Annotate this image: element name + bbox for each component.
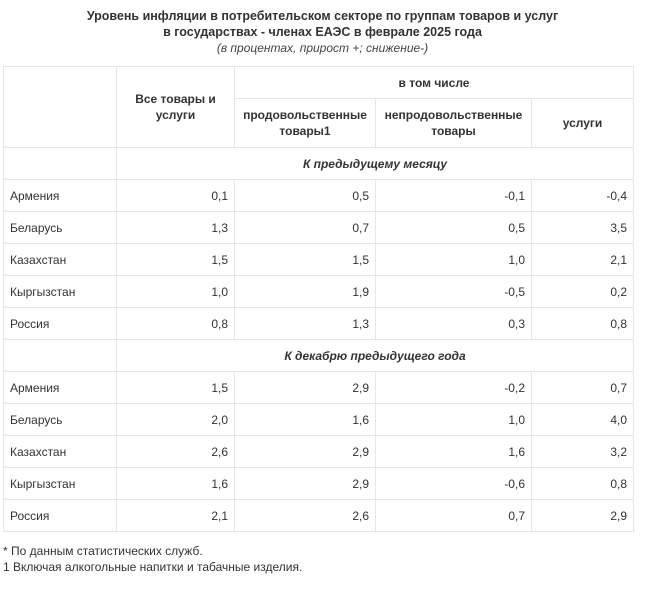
nonfood-value-cell: 0,5 bbox=[376, 212, 532, 244]
country-cell: Россия bbox=[4, 308, 117, 340]
section-blank-cell bbox=[4, 148, 117, 180]
food-value-cell: 2,9 bbox=[235, 372, 376, 404]
food-value-cell: 1,3 bbox=[235, 308, 376, 340]
all-value-cell: 2,1 bbox=[117, 500, 235, 532]
country-cell: Беларусь bbox=[4, 404, 117, 436]
header-corner bbox=[4, 67, 117, 148]
nonfood-value-cell: -0,6 bbox=[376, 468, 532, 500]
services-value-cell: 2,9 bbox=[532, 500, 634, 532]
country-cell: Армения bbox=[4, 180, 117, 212]
all-value-cell: 1,3 bbox=[117, 212, 235, 244]
table-title-line-2: в государствах - членах ЕАЭС в феврале 2025 года bbox=[163, 25, 482, 39]
services-value-cell: 3,5 bbox=[532, 212, 634, 244]
services-value-cell: 3,2 bbox=[532, 436, 634, 468]
table-row bbox=[4, 436, 634, 468]
services-value-cell: -0,4 bbox=[532, 180, 634, 212]
title-block bbox=[0, 0, 645, 56]
services-value-cell: 0,8 bbox=[532, 308, 634, 340]
country-cell: Кыргызстан bbox=[4, 468, 117, 500]
table-row bbox=[4, 308, 634, 340]
table-row bbox=[4, 468, 634, 500]
nonfood-value-cell: -0,2 bbox=[376, 372, 532, 404]
nonfood-value-cell: -0,5 bbox=[376, 276, 532, 308]
nonfood-value-cell: -0,1 bbox=[376, 180, 532, 212]
nonfood-value-cell: 1,0 bbox=[376, 404, 532, 436]
country-cell: Казахстан bbox=[4, 436, 117, 468]
food-value-cell: 1,5 bbox=[235, 244, 376, 276]
footnote-source: * По данным статистических служб. bbox=[3, 544, 203, 558]
table-row bbox=[4, 404, 634, 436]
all-value-cell: 1,0 bbox=[117, 276, 235, 308]
table-row bbox=[4, 244, 634, 276]
inflation-table bbox=[3, 66, 634, 532]
section-blank-cell bbox=[4, 340, 117, 372]
table-subtitle: (в процентах, прирост +; снижение-) bbox=[216, 41, 429, 55]
table-title-line-1: Уровень инфляции в потребительском секторе по группам товаров и услуг bbox=[86, 9, 559, 23]
nonfood-value-cell: 1,0 bbox=[376, 244, 532, 276]
services-value-cell: 0,7 bbox=[532, 372, 634, 404]
all-value-cell: 1,6 bbox=[117, 468, 235, 500]
table-row bbox=[4, 276, 634, 308]
section-label: К декабрю предыдущего года bbox=[117, 340, 634, 372]
header-food: продовольственные товары1 bbox=[235, 99, 376, 148]
all-value-cell: 1,5 bbox=[117, 244, 235, 276]
services-value-cell: 0,8 bbox=[532, 468, 634, 500]
food-value-cell: 1,6 bbox=[235, 404, 376, 436]
country-cell: Кыргызстан bbox=[4, 276, 117, 308]
food-value-cell: 2,9 bbox=[235, 436, 376, 468]
country-cell: Казахстан bbox=[4, 244, 117, 276]
table-row bbox=[4, 180, 634, 212]
nonfood-value-cell: 1,6 bbox=[376, 436, 532, 468]
country-cell: Беларусь bbox=[4, 212, 117, 244]
country-cell: Армения bbox=[4, 372, 117, 404]
footnote-1: 1 Включая алкогольные напитки и табачные изделия. bbox=[3, 560, 303, 574]
section-label: К предыдущему месяцу bbox=[117, 148, 634, 180]
header-all-goods: Все товары и услуги bbox=[117, 67, 235, 148]
food-value-cell: 0,7 bbox=[235, 212, 376, 244]
services-value-cell: 4,0 bbox=[532, 404, 634, 436]
table-row bbox=[4, 212, 634, 244]
food-value-cell: 1,9 bbox=[235, 276, 376, 308]
services-value-cell: 2,1 bbox=[532, 244, 634, 276]
table-row bbox=[4, 500, 634, 532]
all-value-cell: 2,0 bbox=[117, 404, 235, 436]
section-row bbox=[4, 340, 634, 372]
all-value-cell: 0,8 bbox=[117, 308, 235, 340]
nonfood-value-cell: 0,3 bbox=[376, 308, 532, 340]
food-value-cell: 2,6 bbox=[235, 500, 376, 532]
food-value-cell: 2,9 bbox=[235, 468, 376, 500]
table-row bbox=[4, 372, 634, 404]
all-value-cell: 1,5 bbox=[117, 372, 235, 404]
section-row bbox=[4, 148, 634, 180]
header-nonfood: непродовольственные товары bbox=[376, 99, 532, 148]
country-cell: Россия bbox=[4, 500, 117, 532]
services-value-cell: 0,2 bbox=[532, 276, 634, 308]
all-value-cell: 2,6 bbox=[117, 436, 235, 468]
nonfood-value-cell: 0,7 bbox=[376, 500, 532, 532]
footnotes bbox=[3, 543, 302, 575]
food-value-cell: 0,5 bbox=[235, 180, 376, 212]
all-value-cell: 0,1 bbox=[117, 180, 235, 212]
header-including: в том числе bbox=[235, 67, 634, 99]
header-services: услуги bbox=[532, 99, 634, 148]
